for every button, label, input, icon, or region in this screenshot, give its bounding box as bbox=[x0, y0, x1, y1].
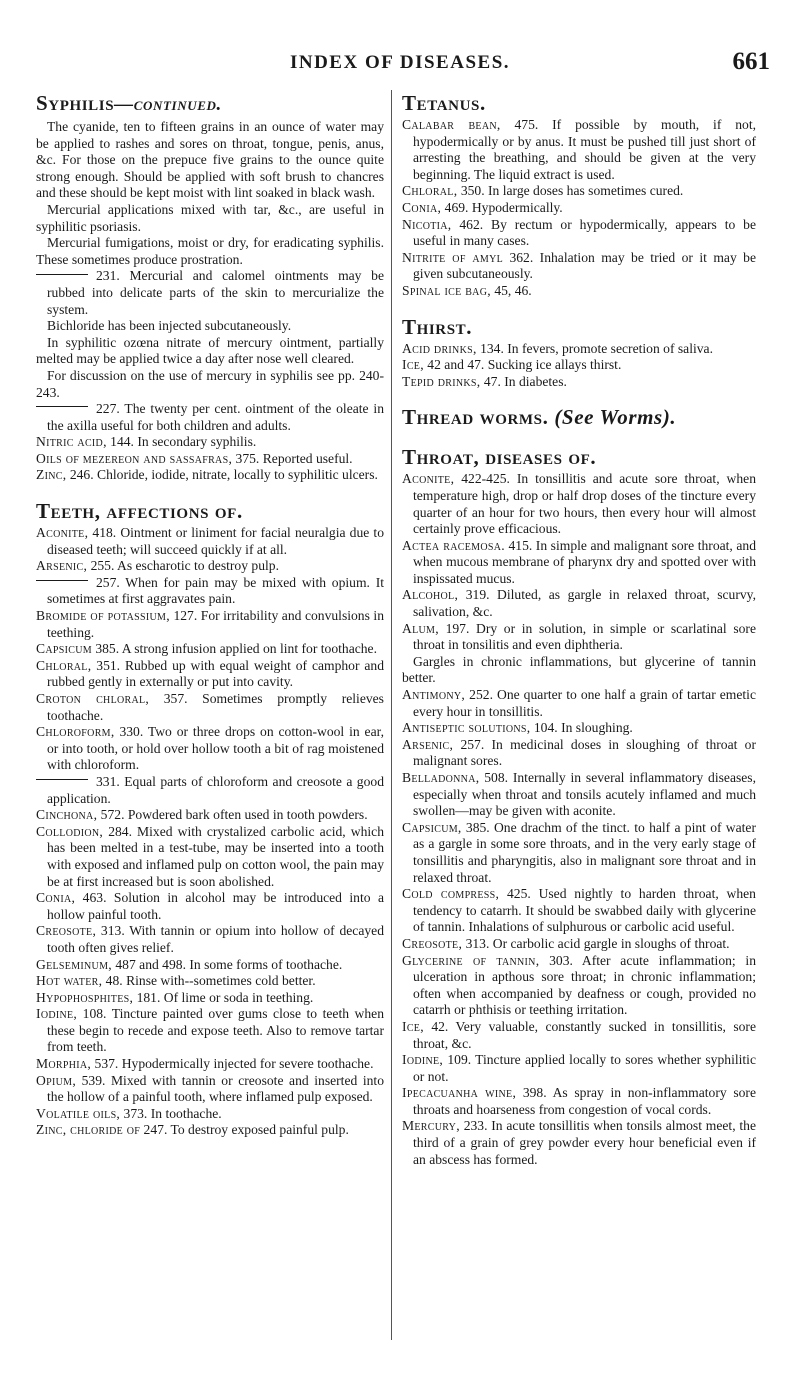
index-entry bbox=[402, 200, 756, 217]
entry-term: Conia, bbox=[36, 890, 76, 906]
paragraph: Mercurial fumigations, moist or dry, for eradicating syphilis. These sometimes produce prostration. bbox=[36, 235, 384, 267]
entry-text: 539. Mixed with tannin or creosote and inserted into the hollow of a painful tooth, where inflamed pulp exposed. bbox=[47, 1072, 384, 1105]
entry-text: 227. The twenty per cent. ointment of the oleate in the axilla useful for both children and adults. bbox=[47, 401, 384, 433]
running-title: INDEX OF DISEASES. bbox=[289, 52, 511, 73]
entry-text: 134. In fevers, promote secretion of saliva. bbox=[476, 340, 713, 356]
index-entry bbox=[36, 890, 384, 923]
index-entry bbox=[402, 587, 756, 620]
entry-term: Belladonna, bbox=[402, 770, 480, 785]
index-entry bbox=[36, 1006, 384, 1056]
index-entry bbox=[36, 658, 384, 691]
entry-text: 247. To destroy exposed painful pulp. bbox=[140, 1122, 349, 1138]
entry-term: Hypophosphites, bbox=[36, 989, 134, 1005]
entry-term: Antimony, bbox=[402, 687, 466, 703]
index-entry bbox=[36, 973, 384, 990]
left-column bbox=[36, 90, 384, 1139]
section-title-text: Thread worms. bbox=[402, 405, 549, 430]
entry-term: Mercury, bbox=[402, 1118, 460, 1134]
entry-term: Conia, bbox=[402, 199, 442, 215]
entry-text: 425. Used nightly to harden throat, when tendency to catarrh. It should be swabbed daily with glycerine of tannin. Inhalations of sulphurous or carbolic acid useful. bbox=[413, 886, 756, 935]
entry-term: Acid drinks, bbox=[402, 340, 477, 356]
entry-text: 331. Equal parts of chloroform and creosote a good application. bbox=[47, 773, 384, 806]
index-entry bbox=[402, 217, 756, 250]
index-entry bbox=[36, 957, 384, 974]
entry-term: Chloroform, bbox=[36, 724, 115, 740]
index-entry bbox=[36, 401, 384, 434]
entry-text: 313. With tannin or opium into hollow of decayed tooth often gives relief. bbox=[47, 923, 384, 955]
column-divider bbox=[391, 90, 392, 1340]
ditto-rule bbox=[36, 580, 88, 581]
index-entry bbox=[36, 807, 384, 824]
entry-term: Collodion, bbox=[36, 823, 104, 839]
entry-term: Gelseminum, bbox=[36, 956, 112, 972]
entry-term: Ice, bbox=[402, 357, 424, 373]
entry-text: 351. Rubbed up with equal weight of camphor and rubbed gently in externally or put into cavity. bbox=[47, 657, 384, 690]
paragraph: For discussion on the use of mercury in syphilis see pp. 240-243. bbox=[36, 367, 384, 400]
entry-text: 45, 46. bbox=[490, 282, 532, 298]
see-also-reference: (See Worms). bbox=[554, 405, 677, 430]
entry-text: 319. Diluted, as gargle in relaxed throat, scurvy, salivation, &c. bbox=[413, 587, 756, 620]
paragraph: Gargles in chronic inflammations, but glycerine of tannin better. bbox=[402, 653, 756, 686]
index-entry bbox=[36, 923, 384, 956]
index-entry bbox=[402, 538, 756, 588]
entry-term: Alum, bbox=[402, 620, 439, 636]
entry-text: 357. Sometimes promptly relieves toothache. bbox=[47, 691, 384, 723]
entry-text: 398. As spray in non-inflammatory sore throats and hoarseness from congestion of vocal cords. bbox=[413, 1085, 756, 1117]
entry-text: 127. For irritability and convulsions in teething. bbox=[47, 608, 384, 640]
entry-list bbox=[36, 525, 384, 1139]
entry-term: Chloral, bbox=[402, 183, 458, 199]
section-title: Throat, diseases of. bbox=[402, 445, 597, 470]
index-entry bbox=[36, 724, 384, 774]
entry-term: Zinc, chloride of bbox=[36, 1122, 141, 1138]
entry-text: 42. Very valuable, constantly sucked in tonsillitis, sore throat, &c. bbox=[413, 1018, 756, 1051]
entry-term: Nicotia, bbox=[402, 216, 452, 232]
entry-term: Nitrite of amyl bbox=[402, 249, 504, 265]
entry-term: Morphia, bbox=[36, 1056, 92, 1072]
index-entry bbox=[36, 1073, 384, 1106]
index-entry bbox=[36, 1056, 384, 1073]
entry-term: Antiseptic solutions, bbox=[402, 720, 531, 736]
index-entry bbox=[36, 990, 384, 1007]
entry-term: Oils of mezereon and sassafras, bbox=[36, 450, 233, 466]
entry-list bbox=[402, 687, 756, 1168]
index-entry bbox=[402, 183, 756, 200]
index-entry bbox=[36, 691, 384, 724]
entry-term: Capsicum bbox=[36, 641, 92, 657]
entry-text: 330. Two or three drops on cotton-wool in ear, or into tooth, or hold over hollow tooth a bit of rag moistened with chloroform. bbox=[47, 724, 384, 773]
index-entry bbox=[402, 737, 756, 770]
entry-text: 385. A strong infusion applied on lint for toothache. bbox=[91, 641, 377, 657]
index-entry bbox=[36, 558, 384, 575]
index-entry bbox=[402, 1085, 756, 1118]
page-number: 661 bbox=[732, 48, 770, 75]
entry-term: Capsicum, bbox=[402, 819, 462, 835]
entry-term: Bromide of potassium, bbox=[36, 608, 170, 624]
entry-term: Ice, bbox=[402, 1018, 424, 1034]
entry-text: 246. Chloride, iodide, nitrate, locally to syphilitic ulcers. bbox=[66, 467, 378, 483]
entry-list bbox=[402, 117, 756, 300]
entry-text: 373. In toothache. bbox=[120, 1105, 222, 1121]
section-thirst bbox=[402, 314, 756, 391]
entry-text: 255. As escharotic to destroy pulp. bbox=[87, 558, 279, 574]
entry-term: Hot water, bbox=[36, 973, 103, 989]
entry-text: 572. Powdered bark often used in tooth powders. bbox=[97, 807, 368, 823]
entry-term: Zinc, bbox=[36, 467, 67, 483]
entry-text: 375. Reported useful. bbox=[232, 450, 353, 466]
entry-text: 475. If possible by mouth, if not, hypodermically or by anus. It must be pushed till just short of arresting the breathing, and should be given at the very beginning. The liquid extract is used. bbox=[413, 117, 756, 182]
entry-text: 362. Inhalation may be tried or it may be given subcutaneously. bbox=[413, 249, 756, 282]
entry-term: Tepid drinks, bbox=[402, 373, 481, 389]
section-title: Tetanus. bbox=[402, 91, 486, 115]
index-entry bbox=[402, 770, 756, 820]
entry-term: Alcohol, bbox=[402, 587, 459, 603]
paragraph: Mercurial applications mixed with tar, &c., are useful in syphilitic psoriasis. bbox=[36, 201, 384, 234]
section-title-suffix: —continued. bbox=[114, 94, 222, 115]
entry-term: Chloral, bbox=[36, 657, 92, 673]
paragraph: The cyanide, ten to fifteen grains in an ounce of water may be applied to rashes and sores on throat, tongue, penis, anus, &c. For those on the prepuce five grains to the ounce quite strong enough. Should be applied with soft brush to chancres and these should be kept moist with lint soaked in black wash. bbox=[36, 119, 384, 201]
entry-text: 462. By rectum or hypodermically, appears to be useful in many cases. bbox=[413, 216, 756, 249]
entry-term: Cinchona, bbox=[36, 807, 98, 823]
entry-text: 144. In secondary syphilis. bbox=[106, 434, 257, 450]
entry-term: Arsenic, bbox=[402, 736, 454, 752]
entry-term: Calabar bean, bbox=[402, 117, 501, 132]
index-entry bbox=[36, 268, 384, 318]
section-title-text: Syphilis bbox=[36, 91, 115, 115]
entry-term: Spinal ice bag, bbox=[402, 282, 491, 298]
index-entry bbox=[402, 1052, 756, 1085]
index-entry bbox=[402, 720, 756, 737]
section-title bbox=[402, 404, 756, 430]
entry-list bbox=[402, 471, 756, 654]
section-teeth bbox=[36, 498, 384, 1139]
entry-list bbox=[402, 341, 756, 391]
entry-term: Aconite, bbox=[36, 525, 89, 541]
index-entry bbox=[402, 374, 756, 391]
entry-term: Creosote, bbox=[402, 935, 463, 951]
entry-text: 508. Internally in several inflammatory diseases, especially when throat and tonsils acutely inflamed and much swollen—may be given with aconite. bbox=[413, 770, 756, 819]
index-entry bbox=[36, 608, 384, 641]
paragraph: In syphilitic ozœna nitrate of mercury ointment, partially melted may be applied twice a day after nose well cleared. bbox=[36, 334, 384, 367]
index-entry bbox=[36, 1106, 384, 1123]
entry-term: Opium, bbox=[36, 1072, 77, 1088]
section-title bbox=[36, 90, 384, 118]
index-entry bbox=[402, 886, 756, 936]
index-entry bbox=[36, 575, 384, 608]
index-entry bbox=[36, 824, 384, 890]
index-entry bbox=[36, 451, 384, 468]
entry-text: 257. In medicinal doses in sloughing of throat or malignant sores. bbox=[413, 736, 756, 769]
entry-term: Actea racemosa. bbox=[402, 537, 505, 553]
entry-text: 109. Tincture applied locally to sores whether syphilitic or not. bbox=[413, 1052, 756, 1084]
index-entry bbox=[402, 341, 756, 358]
section-syphilis bbox=[36, 90, 384, 484]
entry-term: Iodine, bbox=[402, 1052, 444, 1068]
entry-term: Iodine, bbox=[36, 1006, 78, 1022]
entry-text: 313. Or carbolic acid gargle in sloughs of throat. bbox=[462, 935, 730, 951]
entry-text: 415. In simple and malignant sore throat, and when mucous membrane of pharynx dry and spotted over with inspissated mucus. bbox=[413, 537, 756, 586]
entry-text: 537. Hypodermically injected for severe toothache. bbox=[91, 1056, 374, 1072]
entry-term: Arsenic, bbox=[36, 558, 88, 574]
entry-text: 42 and 47. Sucking ice allays thirst. bbox=[423, 357, 622, 373]
entry-text: 350. In large doses has sometimes cured. bbox=[457, 183, 684, 199]
entry-text: 108. Tincture painted over gums close to teeth when these begin to recede and expose teeth. Also to remove tartar from teeth. bbox=[47, 1006, 384, 1055]
section-title: Teeth, affections of. bbox=[36, 499, 243, 524]
entry-text: 418. Ointment or liniment for facial neuralgia due to diseased teeth; will succeed quickly if at all. bbox=[47, 525, 384, 557]
entry-term: Croton chloral, bbox=[36, 691, 150, 706]
entry-term: Glycerine of tannin, bbox=[402, 952, 540, 968]
entry-term: Creosote, bbox=[36, 923, 97, 939]
entry-text: 284. Mixed with crystalized carbolic acid, which has been melted in a test-tube, may be inserted into a tooth with exposed and inflamed pulp on cotton wool, the pain may be at first increased but is soon abolished. bbox=[47, 823, 384, 889]
entry-term: Cold compress, bbox=[402, 886, 500, 902]
entry-text: 197. Dry or in solution, in simple or scarlatinal sore throat in tonsilitis and even diphtheria. bbox=[413, 620, 756, 653]
index-entry bbox=[402, 1019, 756, 1052]
entry-term: Aconite, bbox=[402, 471, 455, 487]
ditto-rule bbox=[36, 779, 88, 780]
entry-text: 422-425. In tonsillitis and acute sore throat, when temperature high, drop or half drop doses of the tincture every quarter of an hour for two hours, then every hour will almost certainly prove efficacious. bbox=[413, 471, 756, 537]
index-entry bbox=[402, 1118, 756, 1168]
right-column bbox=[402, 90, 756, 1168]
entry-text: 47. In diabetes. bbox=[480, 373, 567, 389]
index-entry bbox=[36, 1122, 384, 1139]
entry-text: 231. Mercurial and calomel ointments may be rubbed into delicate parts of the skin to mercurialize the system. bbox=[47, 268, 384, 317]
entry-term: Volatile oils, bbox=[36, 1105, 121, 1121]
index-entry bbox=[36, 641, 384, 658]
entry-text: 469. Hypodermically. bbox=[441, 199, 563, 215]
index-entry bbox=[36, 434, 384, 451]
entry-text: 487 and 498. In some forms of toothache. bbox=[111, 956, 343, 972]
index-entry bbox=[36, 525, 384, 558]
entry-text: 385. One drachm of the tinct. to half a pint of water as a gargle in some sore throats, and in the very early stage of tonsillitis and pharyngitis, also in malignant sore throat and in relaxed throat. bbox=[413, 819, 756, 885]
entry-text: 181. Of lime or soda in teething. bbox=[133, 989, 314, 1005]
entry-text: 104. In sloughing. bbox=[530, 720, 633, 736]
index-entry bbox=[402, 471, 756, 537]
index-entry bbox=[402, 621, 756, 654]
entry-text: 257. When for pain may be mixed with opium. It sometimes at first aggravates pain. bbox=[47, 574, 384, 607]
index-entry bbox=[36, 467, 384, 484]
section-throat bbox=[402, 444, 756, 1168]
entry-text: 233. In acute tonsillitis when tonsils almost meet, the third of a grain of grey powder every hour beneficial even if an abscess has formed. bbox=[413, 1118, 756, 1167]
index-entry bbox=[402, 820, 756, 886]
index-entry bbox=[36, 774, 384, 807]
entry-text: 252. One quarter to one half a grain of tartar emetic every hour in tonsillitis. bbox=[413, 687, 756, 719]
ditto-rule bbox=[36, 274, 88, 275]
entry-text: 463. Solution in alcohol may be introduced into a hollow painful tooth. bbox=[47, 890, 384, 922]
entry-term: Nitric acid, bbox=[36, 434, 107, 450]
entry-text: 48. Rinse with--sometimes cold better. bbox=[102, 973, 316, 989]
index-entry bbox=[402, 936, 756, 953]
section-tetanus bbox=[402, 90, 756, 300]
index-entry bbox=[402, 117, 756, 183]
index-entry bbox=[402, 283, 756, 300]
entry-text: 303. After acute inflammation; in ulceration in apthous sore throat; in chronic inflammation; often when accompanied by deafness or cough, provided no catarrh or phthisis or teething irritation. bbox=[413, 952, 756, 1018]
section-thread-worms bbox=[402, 404, 756, 430]
entry-term: Ipecacuanha wine, bbox=[402, 1085, 517, 1101]
index-entry bbox=[402, 357, 756, 374]
index-entry bbox=[402, 687, 756, 720]
index-entry bbox=[402, 953, 756, 1019]
index-entry bbox=[402, 250, 756, 283]
paragraph: Bichloride has been injected subcutaneously. bbox=[47, 318, 292, 334]
ditto-rule bbox=[36, 406, 88, 407]
page-header bbox=[0, 48, 800, 82]
section-title: Thirst. bbox=[402, 314, 473, 339]
